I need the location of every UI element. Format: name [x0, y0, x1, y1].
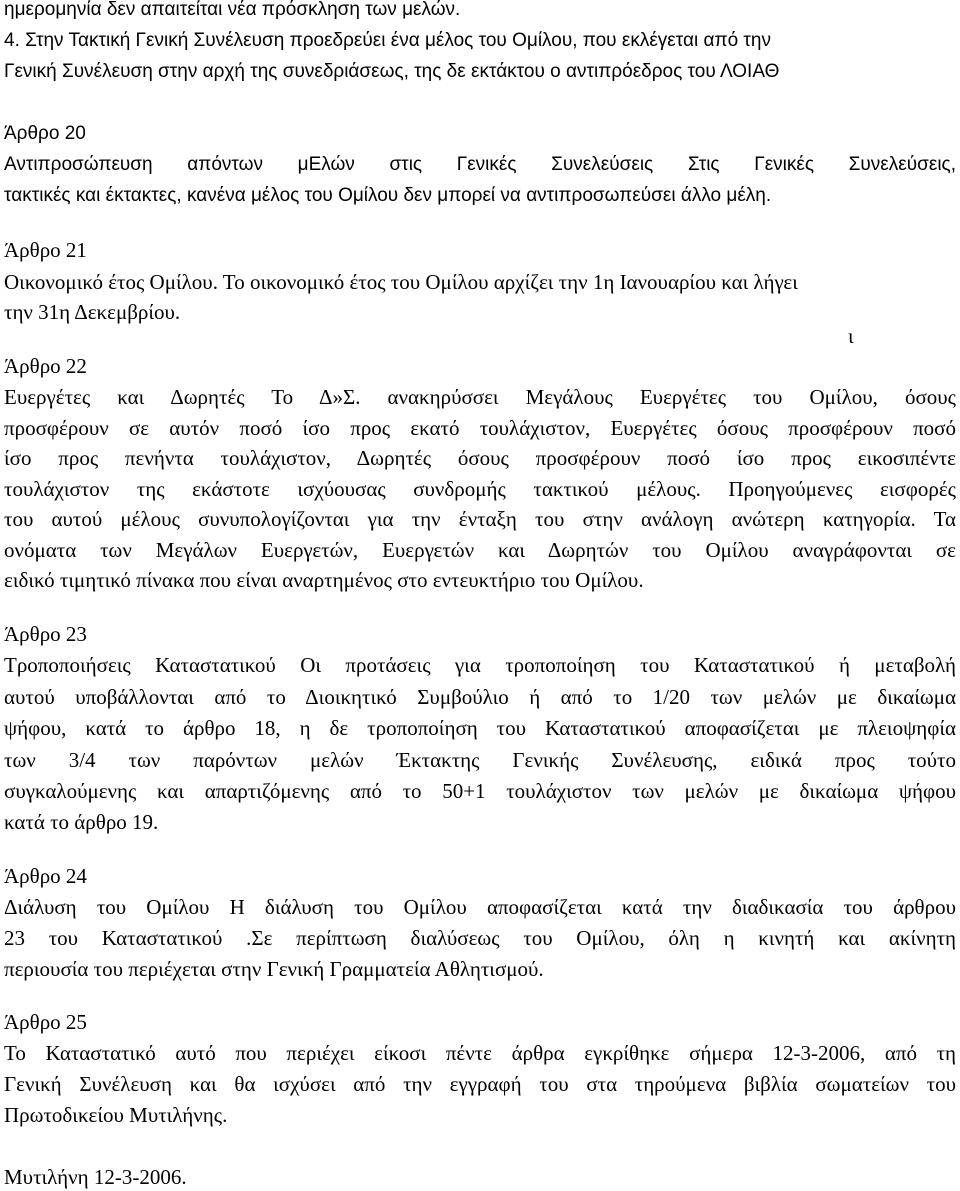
article-23-line-3: ψήφου, κατά το άρθρο 18, η δε τροποποίηση του Καταστατικού αποφασίζεται με πλειοψηφία	[4, 716, 956, 740]
article-21-line-1: Οικονομικό έτος Ομίλου. Το οικονομικό έτος του Ομίλου αρχίζει την 1η Ιανουαρίου και λήγει	[4, 270, 798, 294]
top-line-2: 4. Στην Τακτική Γενική Συνέλευση προεδρεύει ένα μέλος του Ομίλου, που εκλέγεται από την	[4, 30, 771, 51]
article-22-line-3: ίσο προς πενήντα τουλάχιστον, Δωρητές όσους προσφέρουν ποσό ίσο προς εικοσιπέντε	[4, 446, 956, 470]
article-25-line-3: Πρωτοδικείου Μυτιλήνης.	[4, 1103, 228, 1127]
article-22-line-5: του αυτού μέλους συνυπολογίζονται για την ένταξη του στην ανάλογη ανώτερη κατηγορία. Τα	[4, 507, 956, 531]
top-line-1: ημερομηνία δεν απαιτείται νέα πρόσκληση των μελών.	[4, 0, 461, 20]
article-24-heading: Άρθρο 24	[4, 864, 87, 888]
article-23-heading: Άρθρο 23	[4, 622, 87, 646]
article-25-line-2: Γενική Συνέλευση και θα ισχύσει από την εγγραφή του στα τηρούμενα βιβλία σωματείων του	[4, 1072, 956, 1096]
article-22-line-6: ονόματα των Μεγάλων Ευεργετών, Ευεργετών και Δωρητών του Ομίλου αναγράφονται σε	[4, 538, 956, 562]
article-22-heading: Άρθρο 22	[4, 354, 87, 378]
article-20-heading: Άρθρο 20	[4, 123, 86, 144]
article-22-line-4: τουλάχιστον της εκάστοτε ισχύουσας συνδρομής τακτικού μέλους. Προηγούμενες εισφορές	[4, 477, 956, 501]
article-21-heading: Άρθρο 21	[4, 238, 87, 262]
stray-character: ι	[848, 324, 854, 348]
article-24-line-2: 23 του Καταστατικού .Σε περίπτωση διαλύσεως του Ομίλου, όλη η κινητή και ακίνητη	[4, 926, 956, 950]
article-24-line-1: Διάλυση του Ομίλου Η διάλυση του Ομίλου αποφασίζεται κατά την διαδικασία του άρθρου	[4, 895, 956, 919]
article-23-line-2: αυτού υποβάλλονται από το Διοικητικό Συμβούλιο ή από το 1/20 των μελών με δικαίωμα	[4, 685, 956, 709]
article-22-line-2: προσφέρουν σε αυτόν ποσό ίσο προς εκατό τουλάχιστον, Ευεργέτες όσους προσφέρουν ποσό	[4, 416, 956, 440]
article-23-line-6: κατά το άρθρο 19.	[4, 810, 159, 834]
article-22-line-7: ειδικό τιμητικό πίνακα που είναι αναρτημένος στο εντευκτήριο του Ομίλου.	[4, 568, 644, 592]
article-25-heading: Άρθρο 25	[4, 1010, 87, 1034]
article-20-line-2: τακτικές και έκτακτες, κανένα μέλος του Ομίλου δεν μπορεί να αντιπροσωπεύσει άλλο μέλη.	[4, 185, 772, 206]
article-21-line-2: την 31η Δεκεμβρίου.	[4, 300, 181, 324]
article-24-line-3: περιουσία του περιέχεται στην Γενική Γραμματεία Αθλητισμού.	[4, 957, 544, 981]
article-23-line-5: συγκαλούμενης και απαρτιζόμενης από το 50+1 τουλάχιστον των μελών με δικαίωμα ψήφου	[4, 779, 956, 803]
top-line-3: Γενική Συνέλευση στην αρχή της συνεδριάσεως, της δε εκτάκτου ο αντιπρόεδρος του ΛΟΙΑΘ	[4, 61, 780, 82]
article-25-line-1: Το Καταστατικό αυτό που περιέχει είκοσι πέντε άρθρα εγκρίθηκε σήμερα 12-3-2006, από τη	[4, 1041, 956, 1065]
article-23-line-4: των 3/4 των παρόντων μελών Έκτακτης Γενικής Συνέλευσης, ειδικά προς τούτο	[4, 748, 956, 772]
article-22-line-1: Ευεργέτες και Δωρητές Το Δ»Σ. ανακηρύσσει Μεγάλους Ευεργέτες του Ομίλου, όσους	[4, 385, 956, 409]
article-23-line-1: Τροποποιήσεις Καταστατικού Οι προτάσεις για τροποποίηση του Καταστατικού ή μεταβολή	[4, 653, 956, 677]
article-20-line-1: Αντιπροσώπευση απόντων μΕλών στις Γενικές Συνελεύσεις Στις Γενικές Συνελεύσεις,	[4, 154, 956, 175]
place-date: Μυτιλήνη 12-3-2006.	[4, 1165, 187, 1189]
